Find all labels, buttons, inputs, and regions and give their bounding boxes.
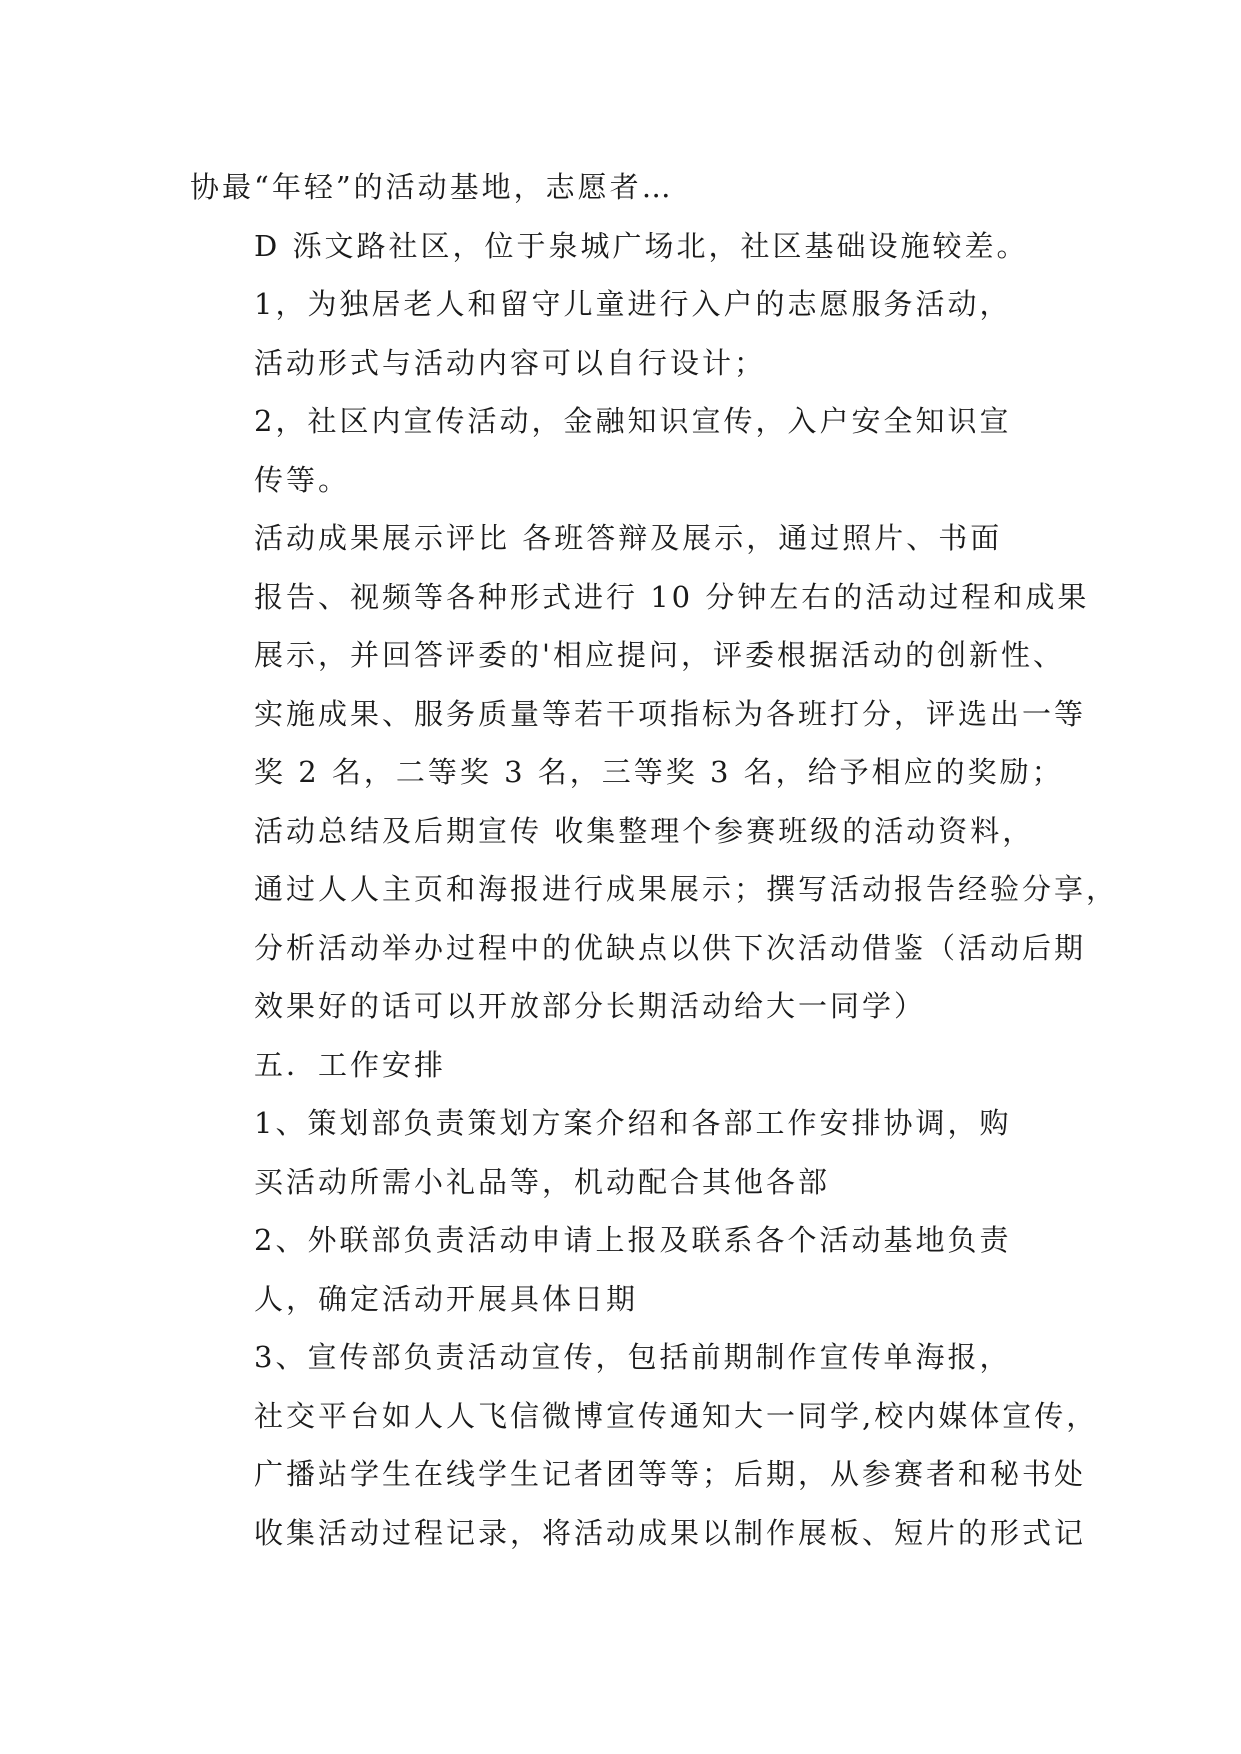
text-line: 2、外联部负责活动申请上报及联系各个活动基地负责 — [254, 1223, 1012, 1257]
text-line: 活动总结及后期宣传 收集整理个参赛班级的活动资料， — [254, 813, 1035, 848]
document-body — [190, 158, 1119, 1562]
paragraph — [190, 1036, 1070, 1095]
text-line: 五．工作安排 — [254, 1047, 447, 1082]
text-line: 3、宣传部负责活动宣传，包括前期制作宣传单海报， — [254, 1340, 1012, 1374]
text-line: D 泺文路社区，位于泉城广场北，社区基础设施较差。 — [254, 228, 1029, 263]
paragraph — [190, 275, 1070, 392]
paragraph — [190, 1328, 1099, 1562]
paragraph — [190, 1211, 1070, 1328]
paragraph — [190, 509, 1090, 802]
text-line: 1、策划部负责策划方案介绍和各部工作安排协调，购 — [254, 1106, 1012, 1140]
paragraph — [190, 158, 1070, 217]
text-line: 收集活动过程记录，将活动成果以制作展板、短片的形式记 — [254, 1515, 1087, 1550]
text-line: 传等。 — [254, 462, 351, 497]
text-line: 效果好的话可以开放部分长期活动给大一同学） — [254, 989, 927, 1023]
text-line: 分析活动举办过程中的优缺点以供下次活动借鉴（活动后期 — [254, 930, 1087, 965]
text-line: 活动成果展示评比 各班答辩及展示，通过照片、书面 — [254, 521, 1003, 555]
paragraph — [190, 392, 1070, 509]
text-line: 活动形式与活动内容可以自行设计； — [254, 345, 767, 380]
text-line: 奖 2 名，二等奖 3 名，三等奖 3 名，给予相应的奖励； — [254, 755, 1064, 789]
text-line: 1，为独居老人和留守儿童进行入户的志愿服务活动， — [254, 287, 1012, 321]
text-line: 买活动所需小礼品等，机动配合其他各部 — [254, 1164, 831, 1199]
text-line: 广播站学生在线学生记者团等等；后期，从参赛者和秘书处 — [254, 1457, 1087, 1491]
text-line: 报告、视频等各种形式进行 10 分钟左右的活动过程和成果 — [254, 579, 1090, 614]
text-line: 展示，并回答评委的'相应提问，评委根据活动的创新性、 — [254, 638, 1065, 672]
paragraph — [190, 217, 1070, 276]
text-line: 2，社区内宣传活动，金融知识宣传，入户安全知识宣 — [254, 404, 1012, 438]
text-line: 通过人人主页和海报进行成果展示；撰写活动报告经验分享， — [254, 872, 1119, 906]
text-line: 社交平台如人人飞信微博宣传通知大一同学,校内媒体宣传， — [254, 1398, 1099, 1433]
text-line: 协最“年轻”的活动基地，志愿者… — [190, 170, 674, 204]
paragraph — [190, 1094, 1070, 1211]
paragraph — [190, 802, 1119, 1036]
text-line: 实施成果、服务质量等若干项指标为各班打分，评选出一等 — [254, 696, 1087, 731]
text-line: 人，确定活动开展具体日期 — [254, 1281, 639, 1316]
